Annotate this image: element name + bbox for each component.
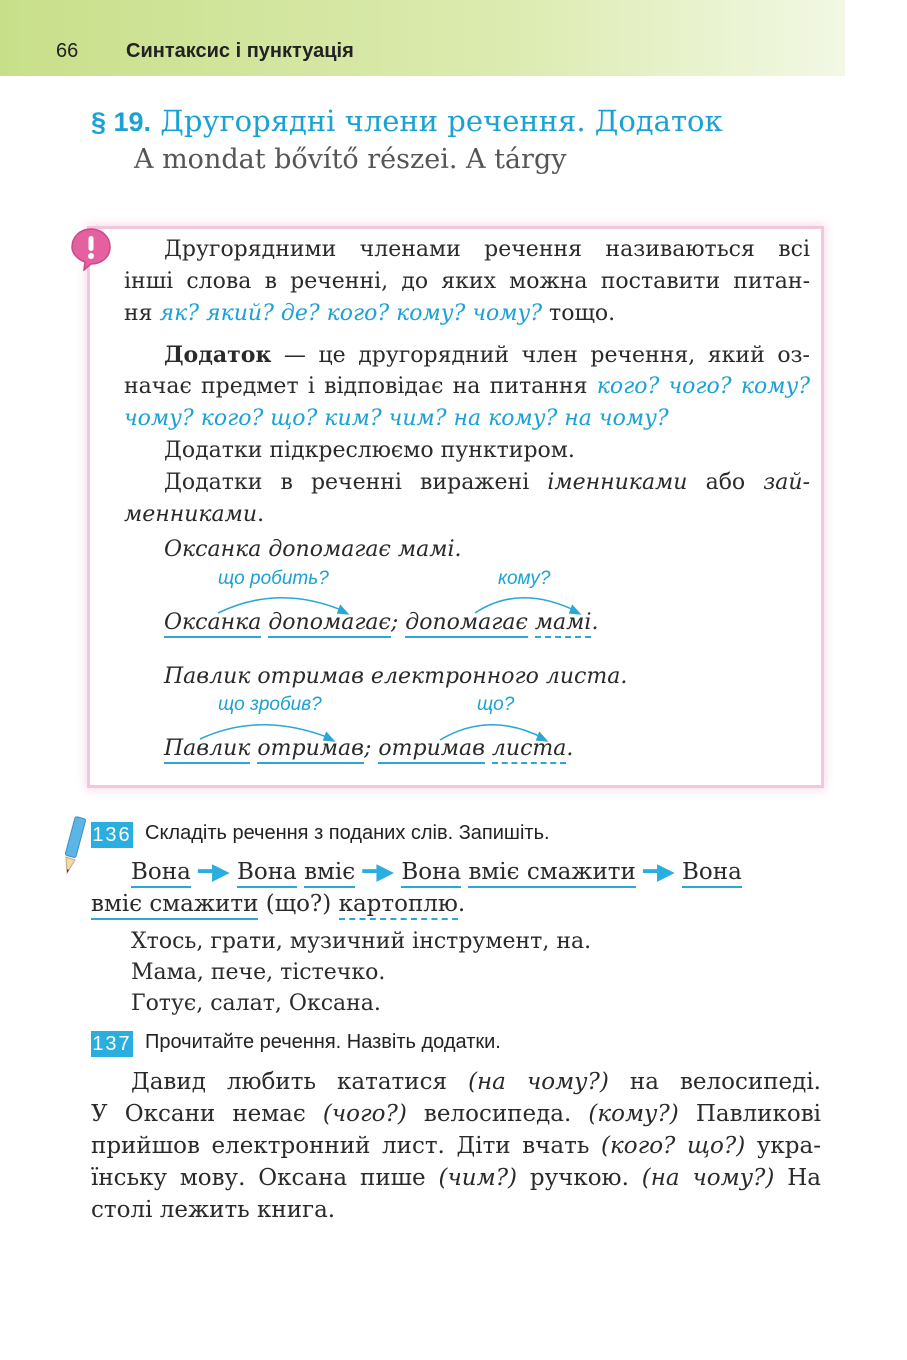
rule-text: начає предмет і відповідає на питання [124, 374, 597, 399]
example2-question2: що? [477, 694, 515, 715]
rule-p2-line3 [124, 403, 669, 436]
exercise-text: прийшов електронний лист. Діти вчать [91, 1133, 602, 1159]
rule-p1-line1: Другорядними членами речення називаються всі [164, 237, 810, 262]
rule-questions: чому? кого? що? ким? чим? на кому? на чому? [124, 406, 669, 431]
example2-question1: що зробив? [218, 694, 322, 715]
exercise-text: У Оксани немає [91, 1101, 323, 1127]
rule-p2-line2 [124, 371, 810, 404]
exercise-137-line1 [131, 1066, 821, 1099]
rule-p4-line2 [124, 499, 264, 532]
exercise-text: укра- [745, 1133, 821, 1159]
exercise-text: На [774, 1165, 821, 1191]
chain-word: Вона [682, 859, 742, 888]
subject-word: Оксанка [164, 610, 261, 638]
exercise-text: велосипеда. [406, 1101, 589, 1127]
example1-question2: кому? [498, 568, 551, 589]
rule-text: . [257, 502, 265, 527]
exercise-question: (чим?) [438, 1165, 517, 1191]
exercise-137-number: 137 [92, 1033, 132, 1055]
rule-text: або [687, 470, 764, 495]
exercise-text: Давид любить кататися [131, 1069, 469, 1095]
example1-question1: що робить? [218, 568, 329, 589]
chain-word: Вона [401, 859, 461, 888]
paragraph-heading: Другорядні члени речення. Додаток [160, 104, 723, 138]
exercise-question: (кому?) [588, 1101, 679, 1127]
exercise-question: (на чому?) [641, 1165, 775, 1191]
rule-text: — це другорядний член речення, який оз- [271, 343, 810, 368]
predicate-word: отримав [257, 736, 364, 764]
predicate-word: допомагає [405, 610, 528, 638]
exercise-question: (кого? що?) [601, 1133, 746, 1159]
object-word: картоплю [339, 891, 458, 920]
rule-p2-line1 [164, 339, 810, 373]
rule-questions: кого? чого? кому? [596, 374, 811, 399]
rule-p3: Додатки підкреслюємо пунктиром. [164, 438, 575, 463]
exercise-137-task: Прочитайте речення. Назвіть додатки. [145, 1031, 501, 1053]
exercise-136-task: Складіть речення з поданих слів. Запишіть. [145, 822, 550, 844]
exercise-137-line2 [91, 1098, 821, 1131]
exercise-text: Павликові [678, 1101, 822, 1127]
example2-sentence: Павлик отримав електронного листа. [164, 664, 628, 689]
chain-question: (що?) [258, 891, 339, 917]
subject-word: Павлик [164, 736, 250, 764]
rule-text-italic: зай- [763, 470, 810, 495]
rule-text: тощо. [542, 301, 616, 326]
chain-word: вміє смажити [91, 891, 258, 920]
paragraph-number: § 19. [91, 107, 152, 137]
predicate-word: допомагає [268, 610, 391, 638]
separator: ; [390, 610, 399, 635]
object-word: листа [492, 736, 566, 764]
exercise-137-line4 [91, 1162, 821, 1195]
arrow-right-icon: ━▶ [643, 859, 675, 885]
exercise-136-chain-line2 [91, 888, 465, 921]
rule-p4-line1 [164, 467, 810, 500]
separator: . [566, 736, 574, 761]
exercise-text: ручкою. [517, 1165, 642, 1191]
exercise-136-line3: Готує, салат, Оксана. [131, 991, 381, 1016]
separator: ; [363, 736, 372, 761]
exclamation-icon [70, 227, 112, 271]
exercise-question: (на чому?) [468, 1069, 609, 1095]
pencil-icon [58, 815, 88, 875]
object-word: мамі [535, 610, 592, 638]
section-title: Синтаксис і пунктуація [126, 40, 354, 62]
rule-text-italic: іменниками [547, 470, 688, 495]
arrow-right-icon: ━▶ [362, 859, 395, 885]
exercise-137-line5: столі лежить книга. [91, 1197, 336, 1223]
rule-text: ня [124, 301, 160, 326]
chain-word: вміє [304, 859, 355, 888]
rule-questions: як? який? де? кого? кому? чому? [159, 301, 543, 326]
exercise-136-line1: Хтось, грати, музичний інструмент, на. [131, 929, 592, 954]
exercise-136-chain [131, 856, 742, 889]
example1-sentence: Оксанка допомагає мамі. [164, 537, 462, 562]
exercise-question: (чого?) [322, 1101, 407, 1127]
separator: . [457, 891, 466, 917]
rule-p1-line3 [124, 298, 615, 331]
exercise-136-number: 136 [92, 824, 132, 846]
paragraph-title [91, 104, 723, 138]
exercise-text: їнську мову. Оксана пише [91, 1165, 439, 1191]
chain-word: Вона [237, 859, 297, 888]
exercise-136-line2: Мама, пече, тістечко. [131, 960, 386, 985]
page-header [0, 0, 845, 76]
exercise-137-line3 [91, 1130, 821, 1163]
rule-text-italic: менниками [124, 502, 258, 527]
arrow-right-icon: ━▶ [198, 859, 230, 885]
chain-word: Вона [131, 859, 191, 888]
page-number: 66 [56, 40, 79, 62]
exercise-text: на велосипеді. [608, 1069, 821, 1095]
rule-p1-line2: інші слова в реченні, до яких можна поставити питан- [124, 269, 810, 294]
separator: . [591, 610, 599, 635]
example2-parsed [164, 736, 573, 761]
term-bold: Додаток [164, 342, 272, 368]
chain-word: вміє смажити [468, 859, 635, 888]
paragraph-subtitle: A mondat bővítő részei. A tárgy [134, 144, 567, 175]
example1-parsed [164, 610, 598, 635]
rule-text: Додатки в реченні виражені [164, 470, 548, 495]
predicate-word: отримав [378, 736, 485, 764]
